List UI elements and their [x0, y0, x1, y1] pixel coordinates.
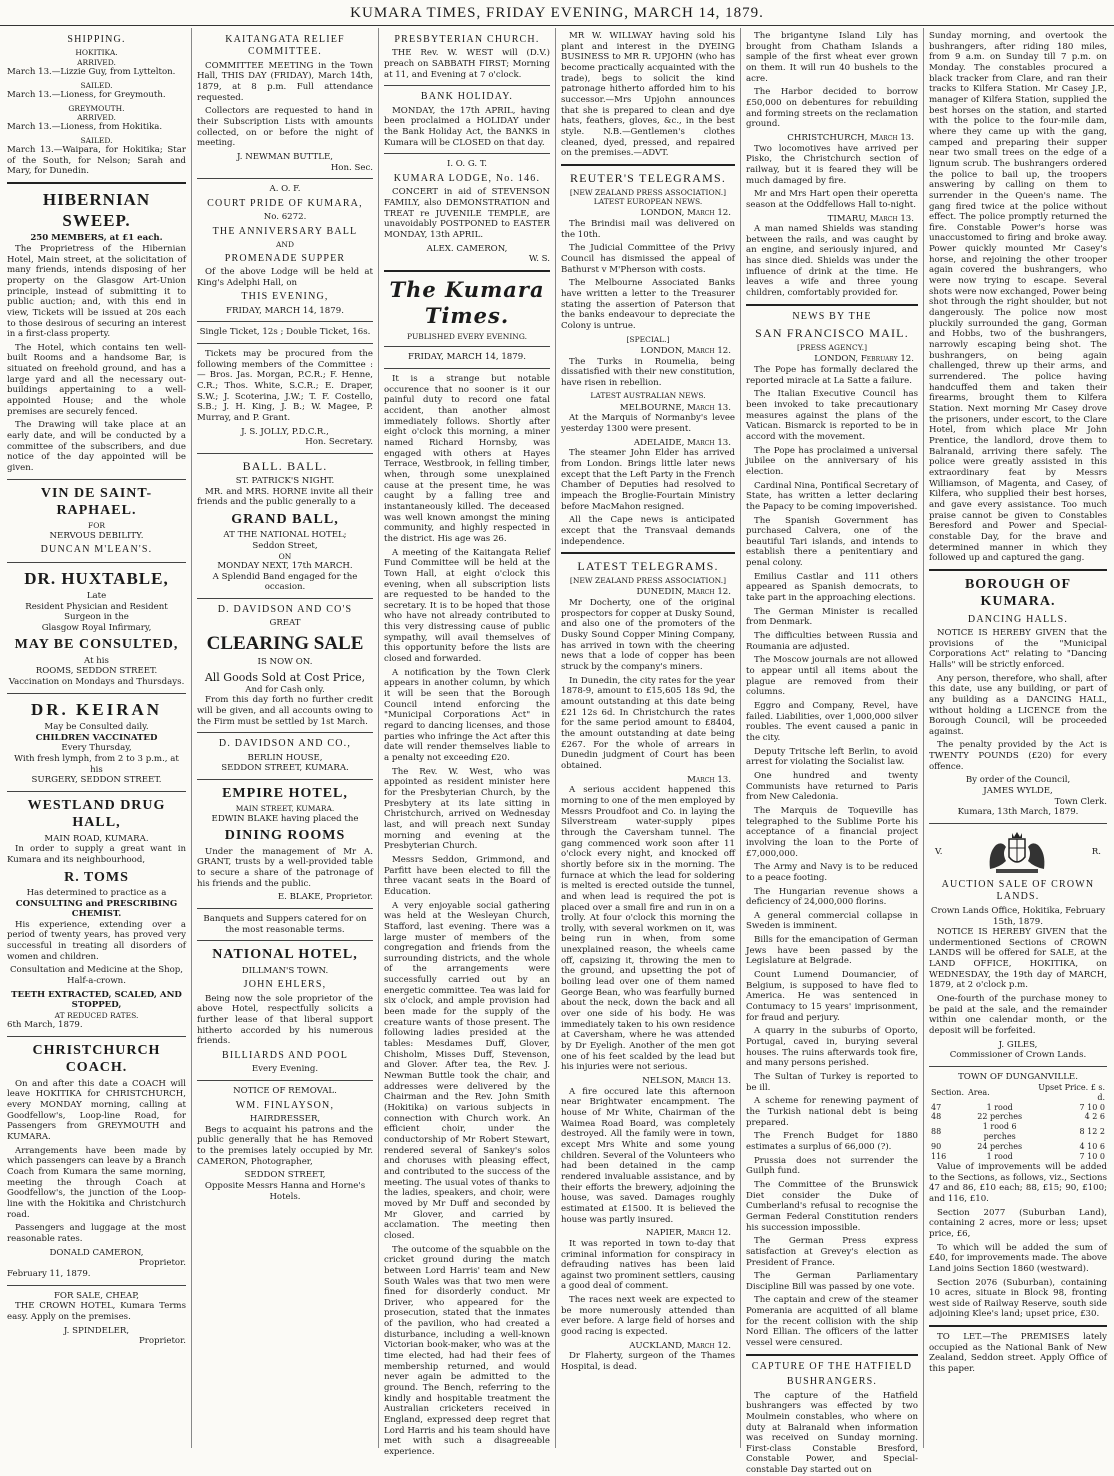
table-row	[929, 1103, 1107, 1113]
ball-evening: THIS EVENING,	[241, 291, 329, 303]
toms-teeth: TEETH EXTRACTED, SCALED, AND STOPPED,	[11, 989, 182, 1011]
berlin-house: BERLIN HOUSE,	[247, 752, 323, 763]
divider	[561, 552, 735, 554]
national-heading: NATIONAL HOTEL,	[212, 947, 358, 963]
news-item: The German Parliamentary Discipline Bill was passed by one vote.	[746, 1271, 918, 1292]
concert-text: CONCERT in aid of STEVENSON FAMILY, also DEMONSTRATION and TREAT re JUVENILE TEMPLE, are unavoidably POSTPONED to EASTER MONDAY, 13th APRIL.	[384, 187, 550, 241]
ball-committee: Tickets may be procured from the following members of the Committee :— Bros. Jas. Morgan, P.C.R.; F. Henne, C.R.; Thos. White, S.C.R.; E. Draper, S.W.; J. Scoterina, J.W.; T. F. Costello, S.B.; J. H. King, J. B.; W. Magee, P. Murray, and P. Grant.	[197, 349, 373, 424]
band-text: A Splendid Band engaged for the occasion.	[212, 571, 358, 593]
news-item: A man named Shields was standing between the rails, and was caught by an engine, and seriously injured, and has since died. Shields was under the influence of drink at the time. He leaves a wife and three young children, comfortably provided for.	[746, 224, 918, 299]
toms-experience: His experience, extending over a period of twenty years, has proved very successful in treating all disorders of women and children.	[7, 919, 186, 962]
column-4	[556, 28, 741, 1448]
table-cell: 1 rood	[986, 1102, 1013, 1112]
hibernian-text: The Proprietress of the Hibernian Hotel, Main street, at the solicitation of many friends, intends disposing of her property on the Glasgow Art-Union principle, instead of submitting it to public auction; and, with this end in view, Tickets will be issued at 20s each to those desirous of securing an interest in a first-class property.	[7, 243, 186, 340]
now-on: IS NOW ON.	[257, 657, 313, 668]
column-3	[379, 28, 556, 1457]
town-clerk: Town Clerk.	[1054, 796, 1107, 807]
finlayson-street: SEDDON STREET,	[244, 1170, 326, 1181]
hibernian-text: The Drawing will take place at an early date, and will be conducted by a committee of the subscribers, and due notice of the day appointed will be given.	[7, 420, 186, 474]
table-cell: 1 rood	[986, 1152, 1013, 1162]
ball-signature: J. S. JOLLY, P.D.C.R.,	[241, 426, 329, 437]
sale-signature: J. SPINDELER,	[63, 1325, 130, 1336]
huxtable-consult: MAY BE CONSULTED,	[14, 637, 179, 653]
relief-signature: J. NEWMAN BUTTLE,	[236, 152, 334, 163]
vin-debility: NERVOUS DEBILITY.	[49, 530, 144, 541]
presbyterian-heading: PRESBYTERIAN CHURCH.	[394, 34, 540, 45]
dateline: ADELAIDE, March 13.	[633, 437, 731, 448]
sale-heading: FOR SALE, CHEAP,	[53, 1290, 140, 1301]
divider	[7, 693, 186, 694]
table-cell: 47	[931, 1102, 942, 1112]
toms-date: 6th March, 1879.	[7, 1020, 83, 1031]
table-cell: 7 10 0	[1079, 1152, 1105, 1162]
news-item: The Moscow journals are not allowed to appear until all items about the plague are removed from their columns.	[746, 655, 918, 698]
news-item: The Marquis de Toqueville has telegraphed to the Sublime Porte his acceptance of a financial project involving the loan to the Porte of £7,000,000.	[746, 805, 918, 859]
on-label: ON	[278, 551, 292, 561]
capture-heading-1: CAPTURE OF THE HATFIELD	[751, 1360, 913, 1372]
reuters-heading: REUTER'S TELEGRAMS.	[569, 170, 727, 185]
sale-text: THE CROWN HOTEL, Kumara Terms easy. Apply on the premises.	[7, 1301, 186, 1322]
divider	[197, 453, 373, 454]
blake-text: EDWIN BLAKE having placed the	[211, 813, 359, 824]
shipping-entry: March 13.—Lioness, for Greymouth.	[7, 89, 166, 100]
wylde-date: Kumara, 13th March, 1879.	[957, 807, 1079, 818]
news-item: The Melbourne Associated Banks have written a letter to the Treasurer stating the assertion of Paterson that the banks endeavour to depreciate the Colony is untrue.	[561, 278, 735, 331]
divider	[197, 178, 373, 179]
kumara-lodge: KUMARA LODGE, No. 146.	[393, 173, 541, 185]
news-item: A general commercial collapse in Sweden is imminent.	[746, 910, 918, 932]
huxtable-late: Late	[86, 590, 107, 601]
divider	[7, 182, 186, 184]
grand-ball: GRAND BALL,	[231, 511, 339, 527]
toms-text: Has determined to practice as a	[26, 887, 167, 898]
port-greymouth: GREYMOUTH.	[68, 103, 125, 113]
ball-date: FRIDAY, MARCH 14, 1879.	[226, 305, 344, 316]
divider	[929, 1325, 1107, 1327]
table-row	[929, 1142, 1107, 1152]
dateline: AUCKLAND, March 12.	[629, 1340, 731, 1351]
news-item: The Turks in Roumelia, being dissatisfied with their new constitution, have risen in rebellion.	[561, 356, 735, 388]
table-header: Upset Price. £ s. d.	[1038, 1082, 1105, 1102]
capture-text: The capture of the Hatfield bushrangers was effected by two Moulmein constables, who where on duty at Balranald when information was received on Sunday morning. First-class Constable Bresford, Constable Power, and Special-constable Day started out on	[746, 1390, 918, 1476]
divider	[197, 343, 373, 344]
relief-sec: Hon. Sec.	[330, 162, 373, 173]
news-item: The brigantyne Island Lily has brought from Chatham Islands a sample of the first wheat ever grown on them. It will run 40 bushels to the acre.	[746, 31, 918, 84]
divider	[929, 1066, 1107, 1067]
great-label: GREAT	[269, 618, 301, 629]
news-item: All the Cape news is anticipated except that the Transvaal demands independence.	[561, 515, 735, 547]
column-6	[924, 28, 1112, 1448]
divider	[197, 940, 373, 941]
divider	[197, 598, 373, 599]
ball-supper: PROMENADE SUPPER	[224, 252, 346, 264]
hibernian-members: 250 MEMBERS, at £1 each.	[30, 233, 163, 244]
all-goods: All Goods Sold at Cost Price,	[204, 671, 366, 685]
sailed-label: SAILED.	[80, 135, 113, 145]
national-hotel: AT THE NATIONAL HOTEL;	[223, 530, 347, 541]
notice-text: Any person, therefore, who shall, after this date, use any building, or part of any building as a DANCING HALL, without holding a LICENCE from the Borough Council, will be proceeded against.	[929, 673, 1107, 737]
ball-title: THE ANNIVERSARY BALL	[212, 226, 358, 238]
news-item: Two locomotives have arrived per Pisko, the Christchurch section of railway, but it is feared they will be much damaged by fire.	[746, 143, 918, 186]
toms-consulting: CONSULTING and PRESCRIBING CHEMIST.	[15, 898, 178, 920]
dining-rooms: DINING ROOMS	[224, 828, 346, 844]
dateline: LONDON, March 12.	[640, 345, 731, 356]
aof: A. O. F.	[269, 184, 301, 195]
news-item: In Dunedin, the city rates for the year 1878-9, amount to £15,605 18s 9d, the amount outstanding at this date being £21 12s 6d. In Christchurch the rates for the same period amount to £8404, the amount outstanding at date being £267. For the whole of arrears in Dunedin judgment of Court has been obtained.	[561, 675, 735, 771]
arrived-label: ARRIVED.	[77, 57, 116, 67]
table-row	[929, 1122, 1107, 1142]
dateline: LONDON, March 12.	[640, 208, 731, 219]
every-evening: Every Evening.	[251, 1064, 319, 1075]
dateline: CHRISTCHURCH, March 13.	[787, 132, 914, 143]
european-heading: LATEST EUROPEAN NEWS.	[593, 197, 703, 207]
news-item: The Pope has proclaimed a universal jubilee on the anniversary of his election.	[746, 445, 918, 477]
press-association: [NEW ZEALAND PRESS ASSOCIATION.]	[569, 187, 727, 197]
empire-heading: EMPIRE HOTEL,	[222, 786, 348, 802]
billiards: BILLIARDS AND POOL	[221, 1049, 349, 1061]
vin-for: FOR	[88, 521, 105, 531]
sale-proprietor: Proprietor.	[138, 1336, 186, 1347]
divider	[197, 321, 373, 322]
concert-ws: W. S.	[528, 254, 550, 265]
to-let-notice: TO LET.—The PREMISES lately occupied as the National Bank of New Zealand, Seddon street. Apply Office of this paper.	[929, 1332, 1107, 1375]
news-item: The Judicial Committee of the Privy Council has dismissed the appeal of Bathurst v M'Pherson with costs.	[561, 243, 735, 275]
coach-text: Arrangements have been made by which passengers can leave by a Branch Coach from Kumara the same morning, meeting the through Coach at Goodfellow's, the junction of the Loop-line with the Hokitika and Christchurch road.	[7, 1145, 186, 1220]
blake-text2: Under the management of Mr A. GRANT, trusts by a well-provided table to secure a share of the patronage of his friends and the public.	[197, 846, 373, 889]
dateline: March 13.	[687, 774, 731, 785]
newspaper-logo: The Kumara Times.	[389, 277, 545, 329]
toms-name: R. TOMS	[64, 869, 129, 885]
news-item: Eggro and Company, Revel, have failed. Liabilities, over 1,000,000 silver roubles. The event caused a panic in the city.	[746, 701, 918, 743]
capture-continued: Sunday morning, and overtook the bushrangers, after riding 180 miles, from 9 a.m. on Sunday till 7 p.m. on Monday. The constables procured a black tracker from Clare, and ran their tracks to Kilfera Station. Mr Casey J.P., manager of Kilfera Station, supplied the best horses on the station, and started with the police to the four-mile dam, where they came up with the gang, camped and preparing their supper near two small trees on the edge of a lignum scrub. The bushrangers ordered the police to bail up, the troopers answering by calling on them to surrender in the Queen's name. The gang fired twice at the police without effect. The police promptly returned the fire. Constable Power's horse was unaccustomed to firing and broke away. Power quickly mounted Mr Casey's horse, and rejoining the other trooper again covered the bushrangers, who were now trying to escape. Several shots were now exchanged, Power being shot through the right shoulder, but not dangerously. The police now most pluckily surrounded the gang, Gorman and Hobbs, two of the bushrangers, narrowly escaping being shot. The bushrangers, on being again challenged, threw up their arms, and surrendered. The police having handcuffed them and taken their firearms, brought them to Kilfera Station. Next morning Mr Casey drove the prisoners, under escort, to the Clare Hotel, from which place Mr John Prentice, the landlord, drove them to Balranald, arriving there safely. The police were greatly assisted in this extraordinary feat by Messrs Williamson, of Magenta, and Casey, of Kilfera, who supplied their best horses, and gave every assistance. Too much praise cannot be given to Constables Beresford and Power and Special-constable Day, for the brave and determined manner in which they followed up and captured the gang.	[929, 31, 1107, 564]
news-item: The Harbor decided to borrow £50,000 on debentures for rebuilding and forming streets on the reclamation ground.	[746, 87, 918, 130]
coach-text: On and after this date a COACH will leave HOKITIKA for CHRISTCHURCH, every MONDAY morning, calling at Goodfellow's, Loop-line Road, for Passengers from GREYMOUTH and KUMARA.	[7, 1078, 186, 1143]
shipping-entry: March 13.—Lizzie Guy, from Lyttelton.	[7, 66, 176, 77]
table-cell: 48	[931, 1112, 942, 1122]
davidson2-heading: D. DAVIDSON AND CO.,	[218, 738, 352, 750]
auction-text: To which will be added the sum of £40, for improvements made. The above Land joins Section 1860 (westward).	[929, 1242, 1107, 1274]
keiran-every: Every Thursday,	[61, 743, 132, 754]
wylde-name: JAMES WYLDE,	[983, 786, 1053, 797]
divider	[384, 368, 550, 369]
divider	[7, 1285, 186, 1286]
table-cell: 90	[931, 1142, 942, 1152]
table-cell: 8 12 2	[1079, 1127, 1105, 1137]
notice-text: NOTICE IS HEREBY GIVEN that the provisions of the "Municipal Corporations Act" relating to "Dancing Halls" will be strictly enforced.	[929, 627, 1107, 670]
special-label: [SPECIAL.]	[626, 334, 670, 344]
dateline: TIMARU, March 13.	[827, 213, 914, 224]
news-item: The French Budget for 1880 estimates a surplus of 66,000 (?).	[746, 1131, 918, 1152]
sf-heading-1: NEWS BY THE	[792, 310, 872, 322]
news-item: The Italian Executive Council has been invoked to take precautionary measures against the plans of the Vatican. Bismarck is reported to be in accord with the movement.	[746, 389, 918, 442]
capture-heading-2: BUSHRANGERS.	[786, 1376, 878, 1388]
arrived-label: ARRIVED.	[77, 112, 116, 122]
iogt: I. O. G. T.	[446, 159, 488, 170]
issue-date: FRIDAY, MARCH 14, 1879.	[408, 352, 526, 363]
keiran-lymph: With fresh lymph, from 2 to 3 p.m., at his	[14, 753, 179, 775]
presbyterian-text: THE Rev. W. WEST will (D.V.) preach on SABBATH FIRST; Morning at 11, and Evening at 7 o'clock.	[384, 48, 550, 80]
news-item: Mr Docherty, one of the original prospectors for copper at Dusky Sound, and also one of the promoters of the Dusky Sound Copper Mining Company, has arrived in town with the cheering news that a lode of copper has been struck by the company's miners.	[561, 598, 735, 673]
ehlers-text: Being now the sole proprietor of the above Hotel, respectfully solicits a further lease of that liberal support hitherto accorded by his numerous friends.	[197, 993, 373, 1047]
notice-text: The penalty provided by the Act is TWENTY POUNDS (£20) for every offence.	[929, 740, 1107, 772]
keiran-heading: DR. KEIRAN	[30, 699, 163, 719]
news-item: A scheme for renewing payment of the Turkish national debt is being prepared.	[746, 1096, 918, 1128]
dateline: DUNEDIN, March 12.	[636, 587, 731, 598]
divider	[197, 1080, 373, 1081]
horne-text: MR. and MRS. HORNE invite all their friends and the public generally to a	[197, 486, 373, 508]
blake-signature: E. BLAKE, Proprietor.	[277, 892, 373, 903]
table-cell: 116	[931, 1152, 947, 1162]
duncan-mclean: DUNCAN M'LEAN'S.	[40, 544, 153, 556]
ehlers-name: JOHN EHLERS,	[243, 979, 327, 991]
auction-text: Value of improvements will be added to the Sections, as follows, viz., Sections 47 and 86, £10 each; 88, £15; 90, £100; and 116, £10.	[929, 1161, 1107, 1204]
news-item: Prussia does not surrender the Guilph fund.	[746, 1155, 918, 1177]
table-header: Section.	[931, 1087, 964, 1097]
concert-signature: ALEX. CAMERON,	[426, 243, 508, 254]
relief-heading: KAITANGATA RELIEF COMMITTEE.	[225, 34, 345, 58]
divider	[929, 569, 1107, 571]
hibernian-text: The Hotel, which contains ten well-built Rooms and a handsome Bar, is situated on freehold ground, and has a large yard and all the necessary out-buildings appertaining to a well-appointed House; and the whole premises are securely fenced.	[7, 342, 186, 417]
dateline: LONDON, February 12.	[814, 354, 914, 365]
news-item: The Brindisi mail was delivered on the 10th.	[561, 219, 735, 240]
finlayson-text: Begs to acquaint his patrons and the public generally that he has Removed to the premises lately occupied by Mr. CAMERON, Photographer,	[197, 1124, 373, 1167]
news-item: The Sultan of Turkey is reported to be ill.	[746, 1072, 918, 1093]
clearing-sale: CLEARING SALE	[206, 632, 364, 654]
news-item: Deputy Tritsche left Berlin, to avoid arrest for violating the Socialist law.	[746, 746, 918, 768]
coach-text: Passengers and luggage at the most reasonable rates.	[7, 1223, 186, 1244]
news-item: A quarry in the suburbs of Oporto, Portugal, caved in, burying several houses. The ruins afterwards took fire, and many persons perished.	[746, 1026, 918, 1069]
news-item: The German Minister is recalled from Denmark.	[746, 606, 918, 628]
news-item: The steamer John Elder has arrived from London. Brings little later news except that the Left Party in the French Chamber of Deputies had resolved to impeach the Broglie-Fourtain Ministry before MacMahon resigned.	[561, 448, 735, 512]
dateline: NELSON, March 13.	[642, 1076, 731, 1087]
press-agency: [PRESS AGENCY.]	[796, 343, 868, 353]
editorial-paragraph: A very enjoyable social gathering was held at the Wesleyan Church, Stafford, last evening. There was a large muster of members of the congregation and friends from the surrounding districts, and the whole of the arrangements were successfully carried out by an energetic committee. Tea was laid for six o'clock, and ample provision had been made for the supply of the creature wants of those present. The following ladies presided at the tables: Mesdames Duff, Glover, Chisholm, Misses Duff, Stevenson, and Glover. After tea, the Rev. J. Newman Buttle took the chair, and addresses were delivered by the Chairman and the Rev. John Smith (Hokitika) on various subjects in connection with Church work. An efficient choir, under the conductorship of Mr Robert Stewart, rendered several of Sankey's solos and choruses with pleasing effect, and contributed to the success of the meeting. The usual votes of thanks to the ladies, speakers, and choir, were moved by Mr Duff and seconded by Mr Glover, and carried by acclamation. The meeting then closed.	[384, 900, 550, 1241]
monday-next: MONDAY NEXT, 17th MARCH.	[217, 560, 353, 571]
editorial-paragraph: The outcome of the squabble on the cricket ground during the match between Lord Harris' team and New South Wales was that two men were fined for disorderly conduct. Mr Driver, who appeared for the prosecution, stated that the inmates of the pavilion, who had created a disturbance, including a well-known Victorian book-maker, who was at the time elected, had had their fees of membership returned, and would never again be admitted to the ground. The Bench, referring to the kindly and hospitable treatment the Australian cricketers received in England, expressed deep regret that Lord Harris and his team should have met with such a disagreeable experience.	[384, 1244, 550, 1457]
latest-telegrams-heading: LATEST TELEGRAMS.	[577, 559, 719, 574]
table-cell: 24 perches	[977, 1142, 1023, 1152]
table-header: Area.	[967, 1087, 990, 1097]
town-dunganville: TOWN OF DUNGANVILLE.	[958, 1072, 1078, 1083]
dillman-town: DILLMAN'S TOWN.	[241, 965, 329, 976]
bank-holiday-heading: BANK HOLIDAY.	[420, 91, 514, 103]
news-item: A serious accident happened this morning to one of the men employed by Messrs Proudfoot and Co. in laying the Silverstream water-supply pipes through the Caversham tunnel. The gang commenced work soon after 11 o'clock every night, and knocked off shortly before six in the morning. The furnace at which the lead for soldering is melted is erected outside the tunnel, and when lead is required the pot is placed over a small fire and run in on a trolly. At four o'clock this morning the trolly, with several workmen on it, was being run in when, from some unexplained reason, the wheels came off, capsizing it, throwing the men to the ground, and upsetting the pot of boiling lead over one of them named George Bean, who was fearfully burned about the neck, down the back and all over one side of his body. He was immediately taken to his own residence at Caversham, where he was attended by Dr Eyeligh. Another of the men got one of his feet scalded by the lead but his injuries were not serious.	[561, 785, 735, 1073]
divider	[197, 732, 373, 733]
huxtable-resident: Resident Physician and Resident Surgeon in the	[25, 601, 168, 623]
divider	[197, 908, 373, 909]
divider	[384, 346, 550, 347]
ball2-heading: BALL. BALL.	[242, 459, 328, 474]
hairdresser: HAIRDRESSER,	[249, 1114, 321, 1125]
table-cell: 1 rood 6 perches	[982, 1122, 1017, 1142]
divider	[7, 1036, 186, 1037]
relief-text: Collectors are requested to hand in their Subscription Lists with amounts collected, on or before the night of meeting.	[197, 106, 373, 149]
toms-consultation: Consultation and Medicine at the Shop, Half-a-crown.	[9, 965, 184, 987]
news-item: Bills for the emancipation of German Jews have been passed by the Legislature at Belgrade.	[746, 935, 918, 967]
masthead: KUMARA TIMES, FRIDAY EVENING, MARCH 14, 1879.	[0, 0, 1114, 26]
auction-heading: AUCTION SALE OF CROWN LANDS.	[941, 879, 1095, 903]
news-item: Mr and Mrs Hart open their operetta season at the Oddfellows Hall to-night.	[746, 189, 918, 210]
removal-heading: NOTICE OF REMOVAL.	[233, 1086, 337, 1097]
news-item: Dr Flaherty, surgeon of the Thames Hospital, is dead.	[561, 1351, 735, 1373]
auction-text: NOTICE IS HEREBY GIVEN that the undermentioned Sections of CROWN LANDS will be offered for SALE, at the LAND OFFICE, HOKITIKA, on WEDNESDAY, the 19th day of MARCH, 1879, at 2 o'clock p.m.	[929, 927, 1107, 991]
coach-date: February 11, 1879.	[7, 1268, 91, 1279]
table-cell: 4 10 6	[1079, 1142, 1105, 1152]
table-cell: 7 10 0	[1079, 1102, 1105, 1112]
lands-office: Crown Lands Office, Hokitika, February 15th, 1879.	[930, 905, 1106, 927]
shipping-entry: March 13.—Waipara, for Hokitika; Star of the South, for Nelson; Sarah and Mary, for Dunedin.	[7, 145, 186, 177]
court-no: No. 6272.	[263, 212, 307, 223]
westland-heading: WESTLAND DRUG HALL,	[27, 797, 166, 831]
divider	[929, 823, 1107, 824]
editorial-paragraph: Messrs Seddon, Grimmond, and Parfitt have been elected to fill the three vacant seats in the Board of Education.	[384, 854, 550, 897]
huxtable-glasgow: Glasgow Royal Infirmary,	[41, 622, 152, 633]
australian-heading: LATEST AUSTRALIAN NEWS.	[590, 391, 706, 401]
coach-signature: DONALD CAMERON,	[49, 1247, 144, 1258]
divider	[384, 85, 550, 86]
divider	[561, 164, 735, 166]
royal-arms-icon	[982, 829, 1052, 875]
westland-road: MAIN ROAD, KUMARA.	[44, 833, 149, 844]
court-heading: COURT PRIDE OF KUMARA,	[207, 198, 363, 209]
toms-rates: AT REDUCED RATES.	[54, 1011, 139, 1021]
crest-r: R.	[1091, 846, 1101, 857]
news-item: Emilius Castlar and 111 others appeared as Spanish democrats, to take part in the approaching elections.	[746, 571, 918, 604]
news-item: Cardinal Nina, Pontifical Secretary of State, has written a letter declaring the Papacy to be coming impoverished.	[746, 480, 918, 512]
dateline: MELBOURNE, March 13.	[619, 402, 731, 413]
ball-text: Of the above Lodge will be held at King's Adelphi Hall, on	[197, 267, 373, 288]
editorial-paragraph: It is a strange but notable occurence that no sooner is it our painful duty to record one fatal accident, than another almost immediately follows. Shortly after eight o'clock this morning, a miner named Richard Hornsby, was engaged with others at Hayes Terrace, Westbrook, in felling timber, when, through some unexplained cause at the present time, he was caught by a falling tree and instantaneously killed. The deceased was well known amongst the mining community, and highly respected in the district. His age was 26.	[384, 374, 550, 544]
dateline: NAPIER, March 12.	[646, 1228, 731, 1239]
huxtable-heading: DR. HUXTABLE,	[24, 568, 169, 588]
coach-heading: CHRISTCHURCH COACH.	[32, 1043, 161, 1076]
giles-title: Commissioner of Crown Lands.	[949, 1050, 1087, 1061]
huxtable-vaccination: Vaccination on Mondays and Thursdays.	[8, 677, 185, 688]
ball-tickets: Single Ticket, 12s ; Double Ticket, 16s.	[199, 327, 371, 338]
patrick-night: ST. PATRICK'S NIGHT.	[235, 475, 335, 486]
port-hokitika: HOKITIKA.	[75, 48, 118, 58]
finlayson-name: WM. FINLAYSON,	[235, 1099, 335, 1111]
coach-proprietor: Proprietor.	[138, 1258, 186, 1269]
westland-text: In order to supply a great want in Kumara and its neighbourhood,	[7, 844, 186, 865]
sailed-label: SAILED.	[80, 80, 113, 90]
table-cell: 88	[931, 1127, 942, 1137]
news-item: A fire occured late this afternoon near Brightwater encampment. The house of Mr White, Chairman of the Waimea Road Board, was completely destroyed. All the family were in town, except Mrs White and some young children. Several of the Volunteers who had been detained in the camp rendered invaluable assistance, and by their efforts the brewery, adjoining the house, was saved. Damages roughly estimated at £1500. It is believed the house was partly insured.	[561, 1086, 735, 1225]
table-cell: 4 2 6	[1084, 1112, 1105, 1122]
dancing-halls: DANCING HALLS.	[967, 613, 1069, 625]
davidson-street: SEDDON STREET, KUMARA.	[221, 763, 349, 774]
divider	[7, 562, 186, 563]
divider	[746, 1354, 918, 1356]
auction-text: Section 2076 (Suburban), containing 10 acres, situate in Block 98, fronting west side of Railway Reserve, south side adjoining Klee's land; upset price, £30.	[929, 1277, 1107, 1320]
news-item: The captain and crew of the steamer Pomerania are acquitted of all blame for the recent collision with the ship Nord Ellian. The officers of the latter vessel were censured.	[746, 1295, 918, 1349]
cash-only: And for Cash only.	[245, 684, 325, 695]
editorial-paragraph: A meeting of the Kaitangata Relief Fund Committee will be held at the Town Hall, at eight o'clock this evening, when all subscription lists are requested to be handed to the secretary. It is to be hoped that those who have not already contributed to this very distressing cause of public sympathy, will avail themselves of this opportunity before the lists are closed and forwarded.	[384, 547, 550, 665]
column-5	[741, 28, 924, 1476]
news-item: Count Lumend Doumancier, of Belgium, is supposed to have fled to America. He was sentenced in Contumacy to 15 years' imprisonment, for fraud and perjury.	[746, 970, 918, 1023]
news-item: The Committee of the Brunswick Diet consider the Duke of Cumberland's refusal to recognise the German Federal Constitution renders his succession impossible.	[746, 1179, 918, 1233]
table-cell: 22 perches	[977, 1112, 1023, 1122]
shipping-heading: SHIPPING.	[67, 34, 126, 45]
ball-and: AND	[276, 240, 294, 250]
hibernian-heading: HIBERNIAN SWEEP.	[42, 190, 151, 231]
borough-heading: BOROUGH OF KUMARA.	[964, 576, 1072, 610]
news-item: The Army and Navy is to be reduced to a peace footing.	[746, 862, 918, 883]
crest-v: V.	[935, 846, 943, 857]
royal-crest	[935, 829, 1101, 875]
editorial-paragraph: The Rev. W. West, who was appointed as resident minister here for the Presbyterian Church, by the Presbytery at its late sitting in Christchurch, arrived on Wednesday last, and will preach next Sunday morning and evening at the Presbyterian Church.	[384, 766, 550, 852]
shipping-entry: March 13.—Lioness, from Hokitika.	[7, 122, 163, 133]
column-1	[2, 28, 192, 1448]
relief-text: COMMITTEE MEETING in the Town Hall, THIS DAY (FRIDAY), March 14th, 1879, at 8 p.m. Full attendance requested.	[197, 60, 373, 103]
huxtable-rooms: ROOMS, SEDDON STREET.	[35, 666, 158, 677]
sf-news-list	[746, 365, 918, 1349]
order-line: By order of the Council,	[965, 775, 1071, 786]
news-item: One hundred and twenty Communists have returned to Paris from New Caledonia.	[746, 770, 918, 803]
keiran-daily: May be Consulted daily.	[44, 721, 149, 732]
vin-heading: VIN DE SAINT-RAPHAEL.	[40, 485, 153, 519]
willway-notice: MR W. WILLWAY having sold his plant and interest in the DYEING BUSINESS to MR R. UPJOHN (who has become practically acquainted with the trade), begs to solicit the kind patronage hitherto afforded him to his successor.—Mrs Upjohn announces that she is prepared to clean and dye hats, feathers, gloves, &c., in the best style. N.B.—Gentlemen's clothes cleaned, dyed, pressed, and repaired on the premises.—ADVT.	[561, 31, 735, 159]
divider	[7, 479, 186, 480]
news-item: The Pope has formally declared the reported miracle at La Satte a failure.	[746, 364, 918, 386]
divider	[384, 270, 550, 272]
divider	[746, 304, 918, 306]
keiran-surgery: SURGERY, SEDDON STREET.	[31, 775, 162, 786]
news-item: The German Press express satisfaction at Grevey's election as President of France.	[746, 1236, 918, 1268]
empire-street: MAIN STREET, KUMARA.	[235, 804, 335, 814]
table-row	[929, 1152, 1107, 1162]
news-item: It was reported in town to-day that criminal information for conspiracy in defrauding natives has been laid against two prominent settlers, causing a good deal of comment.	[561, 1238, 735, 1292]
auction-text: Section 2077 (Suburban Land), containing 2 acres, more or less; upset price, £6,	[929, 1207, 1107, 1239]
news-item: The Hungarian revenue shows a deficiency of 24,000,000 florins.	[746, 886, 918, 908]
table-row	[929, 1112, 1107, 1122]
finlayson-opposite: Opposite Messrs Hanna and Horne's Hotels.	[204, 1181, 366, 1202]
bank-holiday-text: MONDAY, the 17th APRIL, having been proclaimed a HOLIDAY under the Bank Holiday Act, the BANKS in Kumara will be CLOSED on that day.	[384, 105, 550, 148]
sf-heading-2: SAN FRANCISCO MAIL.	[755, 326, 909, 341]
divider	[197, 779, 373, 780]
news-item: The Spanish Government has purchased Calvera, one of the beautiful Tari islands, and intends to establish there a penitentiary and penal colony.	[746, 515, 918, 569]
press-association: [NEW ZEALAND PRESS ASSOCIATION.]	[569, 576, 727, 586]
news-item: At the Marquis of Normanby's levee yesterday 1300 were present.	[561, 413, 735, 435]
seddon-street: Seddon Street,	[252, 540, 318, 551]
davidson-heading: D. DAVIDSON AND CO'S	[217, 603, 353, 615]
editorial-paragraph: A notification by the Town Clerk appears in another column, by which it will be seen that the Borough Council intend enforcing the "Municipal Corporations Act" in regard to dancing licenses, and those parties who infringe the Act after this date will render themselves liable to a penalty not exceeding £20.	[384, 667, 550, 763]
huxtable-at: At his	[84, 655, 109, 666]
sections-table	[929, 1083, 1107, 1162]
keiran-children: CHILDREN VACCINATED	[35, 732, 158, 743]
giles-name: J. GILES,	[998, 1039, 1038, 1050]
news-item: The races next week are expected to be more numerously attended than ever before. A large field of horses and good racing is expected.	[561, 1295, 735, 1338]
column-2	[192, 28, 379, 1448]
news-item: The difficulties between Russia and Roumania are adjusted.	[746, 631, 918, 652]
divider	[7, 791, 186, 792]
ball-hon: Hon. Secretary.	[305, 437, 373, 448]
published-line: PUBLISHED EVERY EVENING.	[407, 332, 527, 342]
auction-text: One-fourth of the purchase money to be paid at the sale, and the remainder within one calendar month, or the deposit will be forfeited.	[929, 994, 1107, 1037]
divider	[384, 153, 550, 154]
banquets-text: Banquets and Suppers catered for on the most reasonable terms.	[203, 913, 367, 935]
davidson-text: From this day forth no further credit will be given, and all accounts owing to the Firm must be settled by 1st March.	[197, 695, 373, 727]
